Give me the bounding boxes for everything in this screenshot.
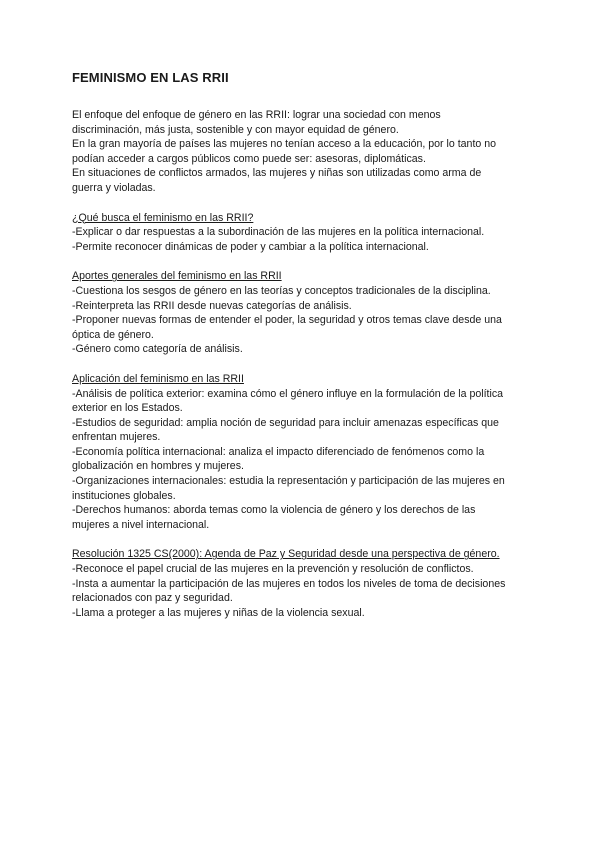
bullet-line: -Género como categoría de análisis. xyxy=(72,343,243,356)
document-title: FEMINISMO EN LAS RRII xyxy=(72,70,229,85)
intro-line: El enfoque del enfoque de género en las RRII: lograr una sociedad con menos xyxy=(72,109,441,121)
bullet-line: -Cuestiona los sesgos de género en las teorías y conceptos tradicionales de la disciplina. xyxy=(72,284,491,297)
section-aportes xyxy=(72,269,542,357)
bullet-line: -Insta a aumentar la participación de las mujeres en todos los niveles de toma de decisiones xyxy=(72,577,506,590)
section-resolucion-1325 xyxy=(72,547,542,620)
bullet-line: -Derechos humanos: aborda temas como la violencia de género y los derechos de las xyxy=(72,504,476,517)
intro-line: En la gran mayoría de países las mujeres no tenían acceso a la educación, por lo tanto no xyxy=(72,138,497,151)
bullet-line: -Estudios de seguridad: amplia noción de seguridad para incluir amenazas específicas que xyxy=(72,416,499,429)
bullet-line: -Organizaciones internacionales: estudia la representación y participación de las mujeres en xyxy=(72,475,505,488)
bullet-line: -Permite reconocer dinámicas de poder y cambiar a la política internacional. xyxy=(72,240,429,253)
bullet-line: instituciones globales. xyxy=(72,489,176,502)
section-heading: Resolución 1325 CS(2000): Agenda de Paz y Seguridad desde una perspectiva de género. xyxy=(72,548,500,561)
bullet-line: -Economía política internacional: analiza el impacto diferenciado de fenómenos como la xyxy=(72,445,485,458)
document-page xyxy=(72,70,542,620)
bullet-line: óptica de género. xyxy=(72,328,154,341)
bullet-line: enfrentan mujeres. xyxy=(72,431,161,444)
intro-line: discriminación, más justa, sostenible y con mayor equidad de género. xyxy=(72,123,399,136)
intro-line: guerra y violadas. xyxy=(72,181,156,194)
bullet-line: -Llama a proteger a las mujeres y niñas de la violencia sexual. xyxy=(72,606,365,619)
section-heading: Aplicación del feminismo en las RRII xyxy=(72,372,244,385)
bullet-line: -Explicar o dar respuestas a la subordinación de las mujeres en la política internacional. xyxy=(72,226,485,239)
bullet-line: exterior en los Estados. xyxy=(72,402,183,415)
intro-line: En situaciones de conflictos armados, las mujeres y niñas son utilizadas como arma de xyxy=(72,167,482,180)
bullet-line: -Reconoce el papel crucial de las mujeres en la prevención y resolución de conflictos. xyxy=(72,563,474,576)
bullet-line: mujeres a nivel internacional. xyxy=(72,518,210,531)
intro-paragraph xyxy=(72,108,542,196)
bullet-line: -Proponer nuevas formas de entender el poder, la seguridad y otros temas clave desde una xyxy=(72,314,502,327)
section-heading: Aportes generales del feminismo en las RRII xyxy=(72,270,282,283)
bullet-line: -Reinterpreta las RRII desde nuevas categorías de análisis. xyxy=(72,299,352,312)
section-heading: ¿Qué busca el feminismo en las RRII? xyxy=(72,211,254,224)
bullet-line: globalización en hombres y mujeres. xyxy=(72,460,244,473)
bullet-line: relacionados con paz y seguridad. xyxy=(72,592,233,605)
intro-line: podían acceder a cargos públicos como puede ser: asesoras, diplomáticas. xyxy=(72,152,426,165)
section-que-busca xyxy=(72,211,542,255)
bullet-line: -Análisis de política exterior: examina cómo el género influye en la formulación de la política xyxy=(72,387,504,400)
section-aplicacion xyxy=(72,372,542,533)
